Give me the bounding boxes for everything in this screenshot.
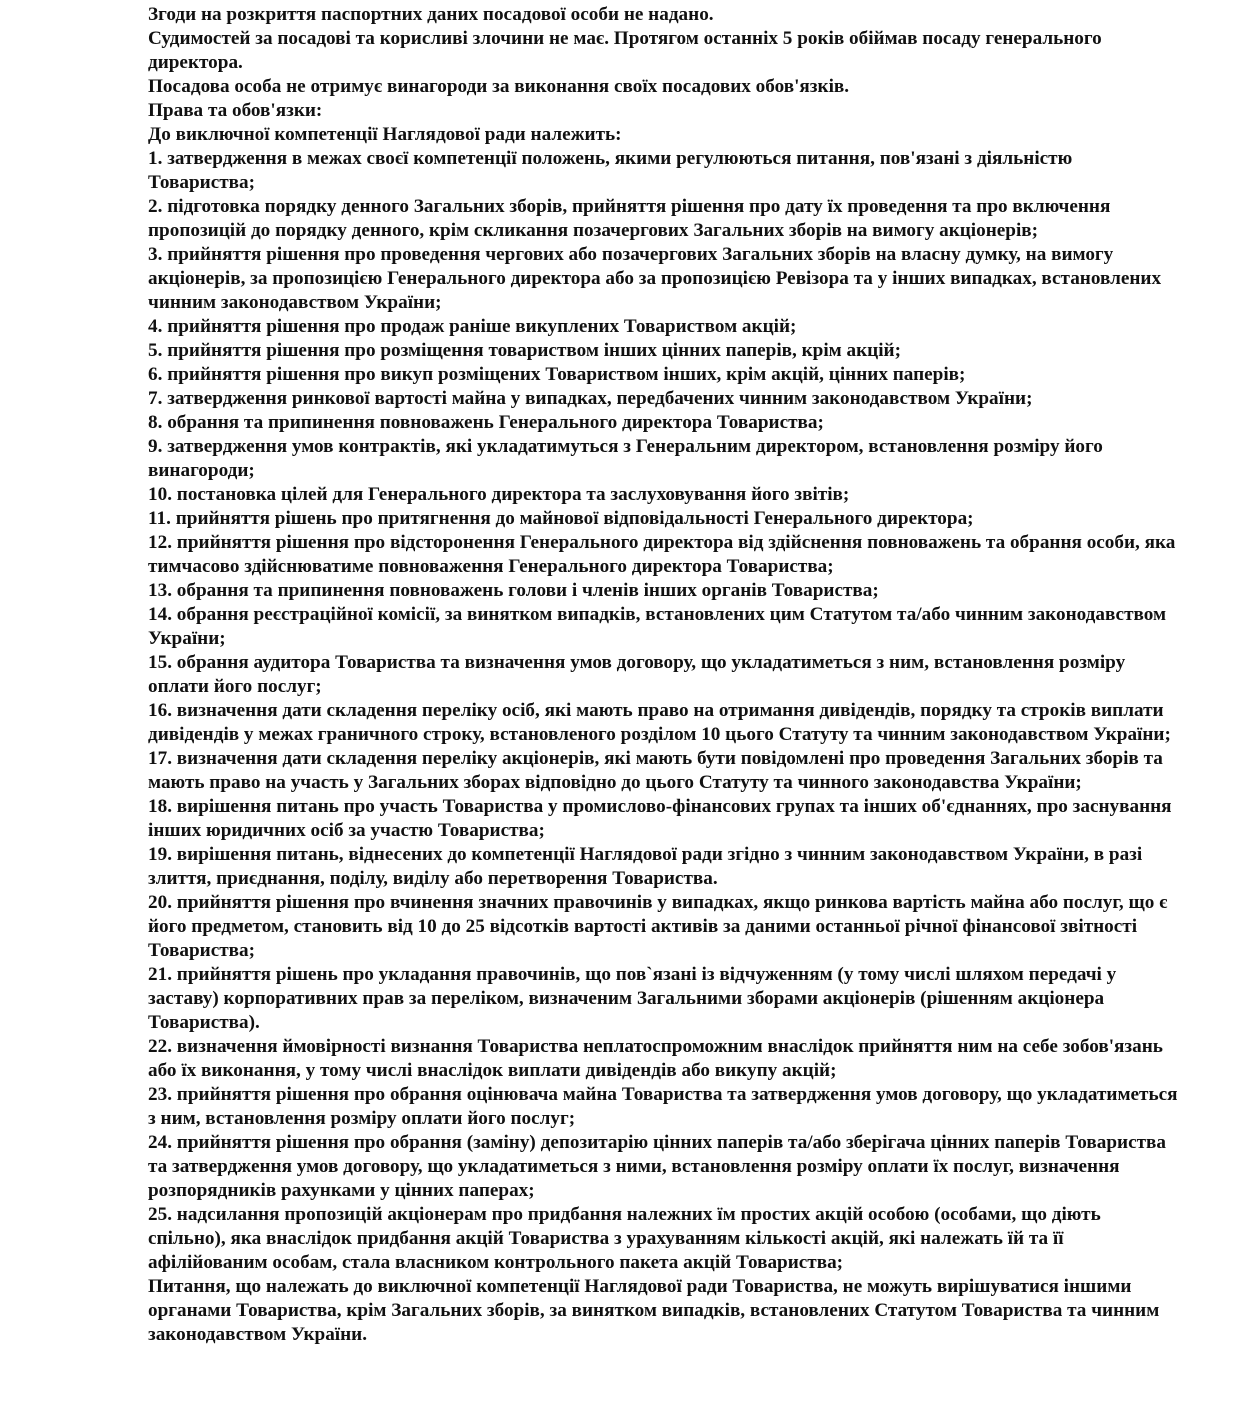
competence-item-6: 6. прийняття рішення про викуп розміщених Товариством інших, крім акцій, цінних паперів;: [148, 364, 966, 385]
competence-item-15: 15. обрання аудитора Товариства та визначення умов договору, що укладатиметься з ним, встановлення розміру оплати його послуг;: [148, 652, 1126, 697]
competence-item-14: 14. обрання реєстраційної комісії, за винятком випадків, встановлених цим Статутом та/або чинним законодавством України;: [148, 604, 1167, 649]
competence-item-13: 13. обрання та припинення повноважень голови і членів інших органів Товариства;: [148, 580, 879, 601]
competence-item-3: 3. прийняття рішення про проведення чергових або позачергових Загальних зборів на власну думку, на вимогу акціонерів, за пропозицією Генерального директора або за пропозицією Ревізора та у інших випадках, встановлених чинним законодавством України;: [148, 244, 1162, 313]
rights-heading: Права та обов'язки:: [148, 100, 323, 121]
remuneration-note: Посадова особа не отримує винагороди за виконання своїх посадових обов'язків.: [148, 76, 850, 97]
competence-heading: До виключної компетенції Наглядової ради належить:: [148, 124, 622, 145]
closing-paragraph: Питання, що належать до виключної компетенції Наглядової ради Товариства, не можуть вирішуватися іншими органами Товариства, крім Загальних зборів, за винятком випадків, встановлених Статутом Товариства та чинним законодавством України.: [148, 1276, 1160, 1345]
competence-item-8: 8. обрання та припинення повноважень Генерального директора Товариства;: [148, 412, 824, 433]
consent-note: Згоди на розкриття паспортних даних посадової особи не надано.: [148, 4, 714, 25]
competence-item-5: 5. прийняття рішення про розміщення товариством інших цінних паперів, крім акцій;: [148, 340, 902, 361]
criminal-record-note: Судимостей за посадові та корисливі злочини не має. Протягом останніх 5 років обіймав посаду генерального директора.: [148, 28, 1102, 73]
competence-item-20: 20. прийняття рішення про вчинення значних правочинів у випадках, якщо ринкова вартість майна або послуг, що є його предметом, становить від 10 до 25 відсотків вартості активів за даними останньої річної фінансової звітності Товариства;: [148, 892, 1168, 961]
competence-item-10: 10. постановка цілей для Генерального директора та заслуховування його звітів;: [148, 484, 850, 505]
competence-item-21: 21. прийняття рішень про укладання правочинів, що пов`язані із відчуженням (у тому числі шляхом передачі у заставу) корпоративних прав за переліком, визначеним Загальними зборами акціонерів (рішенням акціонера Товариства).: [148, 964, 1117, 1033]
competence-item-25: 25. надсилання пропозицій акціонерам про придбання належних їм простих акцій особою (особами, що діють спільно), яка внаслідок придбання акцій Товариства з урахуванням кількості акцій, які належать їй та її афілійованим особам, стала власником контрольного пакета акцій Товариства;: [148, 1204, 1101, 1273]
competence-item-23: 23. прийняття рішення про обрання оцінювача майна Товариства та затвердження умов договору, що укладатиметься з ним, встановлення розміру оплати його послуг;: [148, 1084, 1178, 1129]
competence-item-22: 22. визначення ймовірності визнання Товариства неплатоспроможним внаслідок прийняття ним на себе зобов'язань або їх виконання, у тому числі внаслідок виплати дивідендів або викупу акцій;: [148, 1036, 1163, 1081]
document-body: [148, 3, 1183, 1347]
competence-item-11: 11. прийняття рішень про притягнення до майнової відповідальності Генерального директора;: [148, 508, 974, 529]
competence-item-12: 12. прийняття рішення про відсторонення Генерального директора від здійснення повноважень та обрання особи, яка тимчасово здійснюватиме повноваження Генерального директора Товариства;: [148, 532, 1176, 577]
competence-item-2: 2. підготовка порядку денного Загальних зборів, прийняття рішення про дату їх проведення та про включення пропозицій до порядку денного, крім скликання позачергових Загальних зборів на вимогу акціонерів;: [148, 196, 1111, 241]
competence-item-9: 9. затвердження умов контрактів, які укладатимуться з Генеральним директором, встановлення розміру його винагороди;: [148, 436, 1103, 481]
competence-item-24: 24. прийняття рішення про обрання (заміну) депозитарію цінних паперів та/або зберігача цінних паперів Товариства та затвердження умов договору, що укладатиметься з ними, встановлення розміру оплати їх послуг, визначення розпорядників рахунками у цінних паперах;: [148, 1132, 1166, 1201]
competence-item-4: 4. прийняття рішення про продаж раніше викуплених Товариством акцій;: [148, 316, 797, 337]
competence-item-16: 16. визначення дати складення переліку осіб, які мають право на отримання дивідендів, порядку та строків виплати дивідендів у межах граничного строку, встановленого розділом 10 цього Статуту та чинним законодавством України;: [148, 700, 1171, 745]
competence-item-7: 7. затвердження ринкової вартості майна у випадках, передбачених чинним законодавством України;: [148, 388, 1033, 409]
competence-item-18: 18. вирішення питань про участь Товариства у промислово-фінансових групах та інших об'єднаннях, про заснування інших юридичних осіб за участю Товариства;: [148, 796, 1172, 841]
competence-item-1: 1. затвердження в межах своєї компетенції положень, якими регулюються питання, пов'язані з діяльністю Товариства;: [148, 148, 1073, 193]
competence-item-19: 19. вирішення питань, віднесених до компетенції Наглядової ради згідно з чинним законодавством України, в разі злиття, приєднання, поділу, виділу або перетворення Товариства.: [148, 844, 1143, 889]
competence-item-17: 17. визначення дати складення переліку акціонерів, які мають бути повідомлені про проведення Загальних зборів та мають право на участь у Загальних зборах відповідно до цього Статуту та чинного законодавства України;: [148, 748, 1163, 793]
